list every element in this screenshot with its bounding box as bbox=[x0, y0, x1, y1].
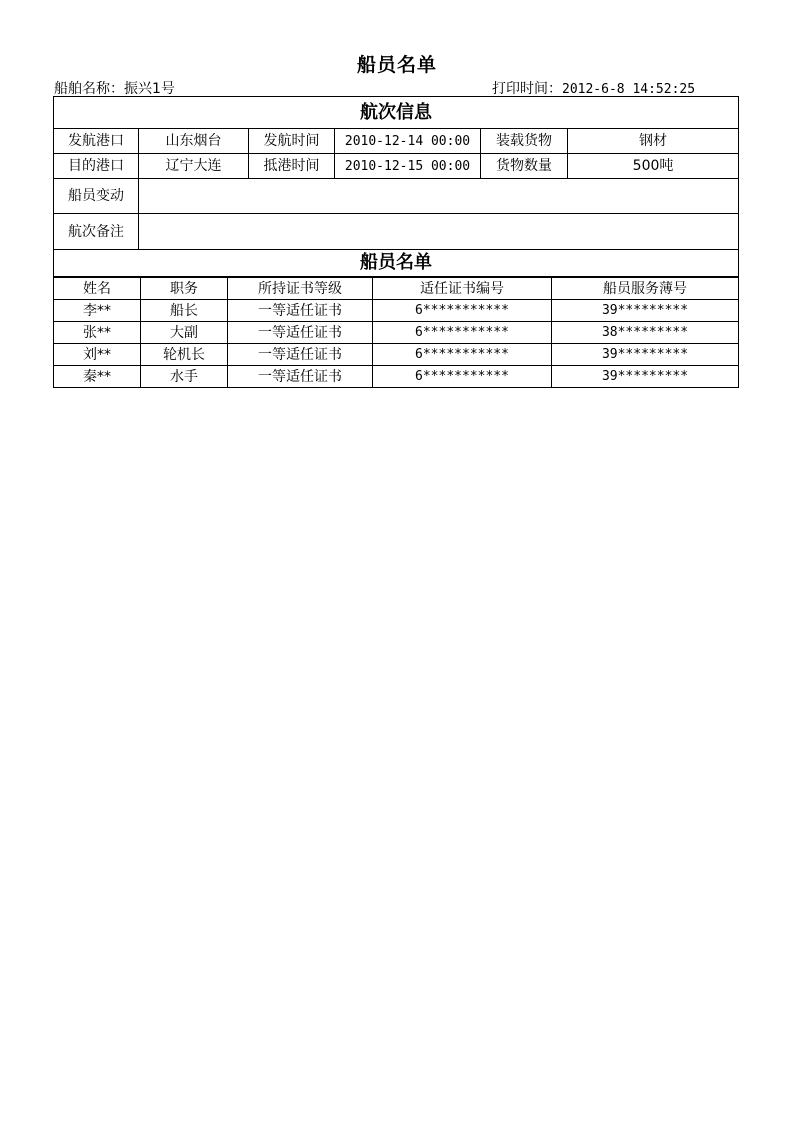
crew-change-value bbox=[139, 179, 739, 214]
cargo-qty-label: 货物数量 bbox=[481, 154, 568, 179]
page-title: 船员名单 bbox=[356, 54, 437, 76]
crew-change-label: 船员变动 bbox=[54, 179, 139, 214]
cargo-value: 钢材 bbox=[568, 129, 739, 154]
crew-section-title: 船员名单 bbox=[54, 250, 739, 277]
voyage-info-table bbox=[53, 96, 739, 277]
table-row bbox=[54, 322, 739, 344]
crew-service-book: 39********* bbox=[552, 366, 739, 388]
depart-time-value: 2010-12-14 00:00 bbox=[335, 129, 481, 154]
table-row bbox=[54, 344, 739, 366]
dest-port-value: 辽宁大连 bbox=[139, 154, 249, 179]
depart-time-label: 发航时间 bbox=[249, 129, 335, 154]
crew-service-book: 39********* bbox=[552, 344, 739, 366]
crew-service-book: 39********* bbox=[552, 300, 739, 322]
crew-name: 刘** bbox=[54, 344, 141, 366]
header-position: 职务 bbox=[141, 278, 228, 300]
depart-port-value: 山东烟台 bbox=[139, 129, 249, 154]
print-time-value: 2012-6-8 14:52:25 bbox=[562, 82, 696, 97]
header-cert-number: 适任证书编号 bbox=[373, 278, 552, 300]
crew-cert-level: 一等适任证书 bbox=[228, 322, 373, 344]
print-time-line bbox=[492, 78, 695, 98]
crew-name: 秦** bbox=[54, 366, 141, 388]
voyage-note-label: 航次备注 bbox=[54, 214, 139, 250]
crew-cert-level: 一等适任证书 bbox=[228, 300, 373, 322]
crew-cert-number: 6*********** bbox=[373, 300, 552, 322]
crew-cert-number: 6*********** bbox=[373, 322, 552, 344]
cargo-label: 装载货物 bbox=[481, 129, 568, 154]
crew-cert-level: 一等适任证书 bbox=[228, 344, 373, 366]
crew-position: 船长 bbox=[141, 300, 228, 322]
crew-service-book: 38********* bbox=[552, 322, 739, 344]
table-row bbox=[54, 300, 739, 322]
ship-name-label: 船舶名称： bbox=[54, 81, 124, 97]
header-cert-level: 所持证书等级 bbox=[228, 278, 373, 300]
table-row bbox=[54, 366, 739, 388]
crew-cert-number: 6*********** bbox=[373, 366, 552, 388]
voyage-note-value bbox=[139, 214, 739, 250]
crew-position: 水手 bbox=[141, 366, 228, 388]
crew-cert-number: 6*********** bbox=[373, 344, 552, 366]
dest-port-label: 目的港口 bbox=[54, 154, 139, 179]
ship-name-value: 振兴1号 bbox=[124, 81, 175, 97]
crew-position: 大副 bbox=[141, 322, 228, 344]
crew-name: 张** bbox=[54, 322, 141, 344]
crew-cert-level: 一等适任证书 bbox=[228, 366, 373, 388]
ship-name-line bbox=[54, 78, 175, 98]
voyage-section-title: 航次信息 bbox=[54, 97, 739, 129]
crew-header-row bbox=[54, 278, 739, 300]
crew-name: 李** bbox=[54, 300, 141, 322]
header-name: 姓名 bbox=[54, 278, 141, 300]
arrive-time-value: 2010-12-15 00:00 bbox=[335, 154, 481, 179]
cargo-qty-value: 500吨 bbox=[568, 154, 739, 179]
header-service-book: 船员服务薄号 bbox=[552, 278, 739, 300]
depart-port-label: 发航港口 bbox=[54, 129, 139, 154]
crew-list-table bbox=[53, 277, 739, 388]
crew-position: 轮机长 bbox=[141, 344, 228, 366]
arrive-time-label: 抵港时间 bbox=[249, 154, 335, 179]
print-time-label: 打印时间： bbox=[492, 81, 562, 97]
